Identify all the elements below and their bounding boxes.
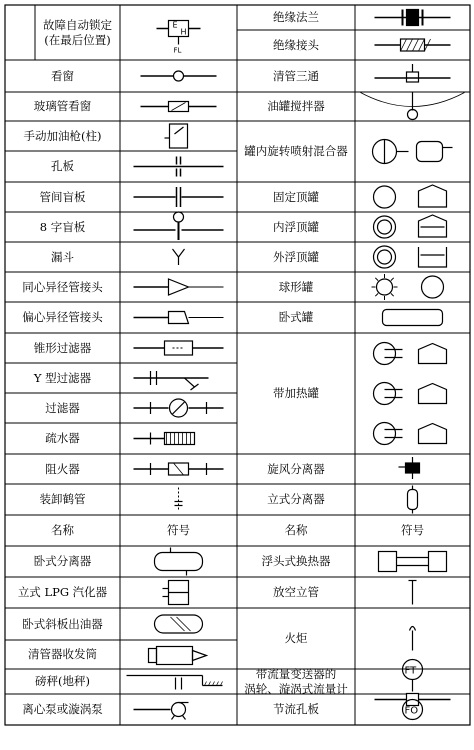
right-name-flow-meter: 带流量变送器的 涡轮、漩涡式流量计 xyxy=(244,666,348,696)
left-name-y-strainer: Y 型过滤器 xyxy=(33,370,92,385)
left-name-cone-strainer: 锥形过滤器 xyxy=(33,340,92,355)
blind-plate-symbol-icon xyxy=(134,187,224,207)
inclined-plate-symbol-icon xyxy=(155,615,203,633)
manual-fuel-gun-symbol-icon xyxy=(165,124,188,148)
left-name-orifice-plate: 孔板 xyxy=(51,159,74,173)
left-name-steam-trap: 疏水器 xyxy=(45,431,80,445)
fixed-roof-tank-symbol-icon xyxy=(374,185,447,208)
symbol-label-ft: FT xyxy=(404,665,417,677)
right-name-rotary-jet-mixer: 罐内旋转喷射混合器 xyxy=(244,144,348,158)
flow-meter-symbol-icon xyxy=(375,660,451,706)
sight-window-symbol-icon xyxy=(141,71,217,81)
y-strainer-symbol-icon xyxy=(134,371,209,390)
scale-symbol-icon xyxy=(127,676,223,690)
left-name-glass-tube-sight: 玻璃管看窗 xyxy=(33,99,92,113)
insulating-flange-symbol-icon xyxy=(375,10,451,26)
lpg-vaporizer-symbol-icon xyxy=(163,581,189,605)
right-name-fixed-roof-tank: 固定顶罐 xyxy=(273,189,319,204)
left-name-eccentric-reducer: 偏心异径管接头 xyxy=(22,310,103,324)
right-name-vertical-separator: 立式分离器 xyxy=(267,492,325,506)
external-floating-roof-tank-symbol-icon xyxy=(374,246,447,268)
vent-stack-symbol-icon xyxy=(409,581,417,605)
vertical-separator-symbol-icon xyxy=(408,486,418,514)
right-name-floating-head-exchanger: 浮头式换热器 xyxy=(261,554,331,568)
left-name-scale: 磅秤(地秤) xyxy=(35,674,90,688)
right-name-pigging-tee: 清管三通 xyxy=(273,68,319,83)
rotary-jet-mixer-symbol-icon xyxy=(373,140,453,164)
heated-tank-symbol-icon xyxy=(374,343,447,445)
left-name-pig-launcher: 清管器收发筒 xyxy=(28,647,97,661)
flare-symbol-icon xyxy=(410,627,416,651)
horizontal-separator-symbol-icon xyxy=(155,548,203,576)
left-name-blind-plate: 管间盲板 xyxy=(39,189,86,204)
left-name-funnel: 漏斗 xyxy=(51,249,74,264)
left-name-figure8-blind: 8 字盲板 xyxy=(39,219,86,234)
figure8-blind-symbol-icon xyxy=(134,212,224,240)
right-name-flare: 火炬 xyxy=(284,631,308,645)
symbol-label-fl: FL xyxy=(173,46,182,55)
steam-trap-symbol-icon xyxy=(134,433,195,445)
right-header-symbol: 符号 xyxy=(401,523,424,537)
fault-lock-symbol-icon xyxy=(157,21,201,55)
pigging-tee-symbol-icon xyxy=(375,64,451,82)
internal-floating-roof-tank-symbol-icon xyxy=(374,215,447,238)
orifice-plate-symbol-icon xyxy=(134,157,224,177)
left-name-fault-lock: 故障自动锁定 (在最后位置) xyxy=(43,17,112,47)
eccentric-reducer-symbol-icon xyxy=(134,312,224,324)
flame-arrester-symbol-icon xyxy=(134,463,224,475)
right-name-horizontal-tank: 卧式罐 xyxy=(278,310,314,324)
right-name-restriction-orifice: 节流孔板 xyxy=(273,702,319,716)
floating-head-exchanger-symbol-icon xyxy=(379,552,447,572)
cone-strainer-symbol-icon xyxy=(134,341,224,355)
left-name-filter: 过滤器 xyxy=(45,400,80,415)
spherical-tank-symbol-icon xyxy=(372,274,444,300)
cyclone-separator-symbol-icon xyxy=(399,457,420,479)
right-name-internal-floating-roof-tank: 内浮顶罐 xyxy=(273,219,319,234)
right-name-cyclone-separator: 旋风分离器 xyxy=(267,461,325,476)
glass-tube-sight-symbol-icon xyxy=(141,102,217,112)
left-name-inclined-plate: 卧式斜板出油器 xyxy=(22,616,103,631)
right-name-insulating-joint: 绝缘接头 xyxy=(273,37,319,52)
pig-launcher-symbol-icon xyxy=(149,647,207,665)
left-name-concentric-reducer: 同心异径管接头 xyxy=(22,279,103,294)
right-header-name: 名称 xyxy=(284,523,308,537)
left-name-loading-arm: 装卸鹤管 xyxy=(39,492,86,506)
left-name-sight-window: 看窗 xyxy=(51,68,74,83)
horizontal-tank-symbol-icon xyxy=(383,310,443,326)
left-name-manual-fuel-gun: 手动加油枪(柱) xyxy=(23,128,102,143)
right-name-tank-mixer: 油罐搅拌器 xyxy=(267,99,325,113)
right-name-external-floating-roof-tank: 外浮顶罐 xyxy=(273,249,319,264)
right-name-vent-stack: 放空立管 xyxy=(273,585,319,599)
right-name-spherical-tank: 球形罐 xyxy=(278,279,314,294)
tank-mixer-symbol-icon xyxy=(361,93,465,120)
right-name-insulating-flange: 绝缘法兰 xyxy=(273,10,319,24)
filter-symbol-icon xyxy=(134,399,224,417)
right-name-heated-tank: 带加热罐 xyxy=(273,386,319,400)
symbol-label-h: H xyxy=(180,27,187,37)
funnel-symbol-icon xyxy=(173,249,185,265)
concentric-reducer-symbol-icon xyxy=(134,279,224,295)
insulating-joint-symbol-icon xyxy=(375,39,451,51)
symbol-label-e: E xyxy=(172,20,178,30)
symbol-label-fo: FO xyxy=(404,705,419,717)
left-name-flame-arrester: 阻火器 xyxy=(45,461,80,476)
loading-arm-symbol-icon xyxy=(175,488,183,512)
left-header-name: 名称 xyxy=(51,523,74,537)
pump-symbol-icon xyxy=(134,703,189,720)
left-name-pump: 离心泵或漩涡泵 xyxy=(22,702,103,716)
left-name-horizontal-separator: 卧式分离器 xyxy=(33,554,92,568)
left-header-symbol: 符号 xyxy=(167,523,190,537)
left-name-lpg-vaporizer: 立式 LPG 汽化器 xyxy=(17,585,108,599)
